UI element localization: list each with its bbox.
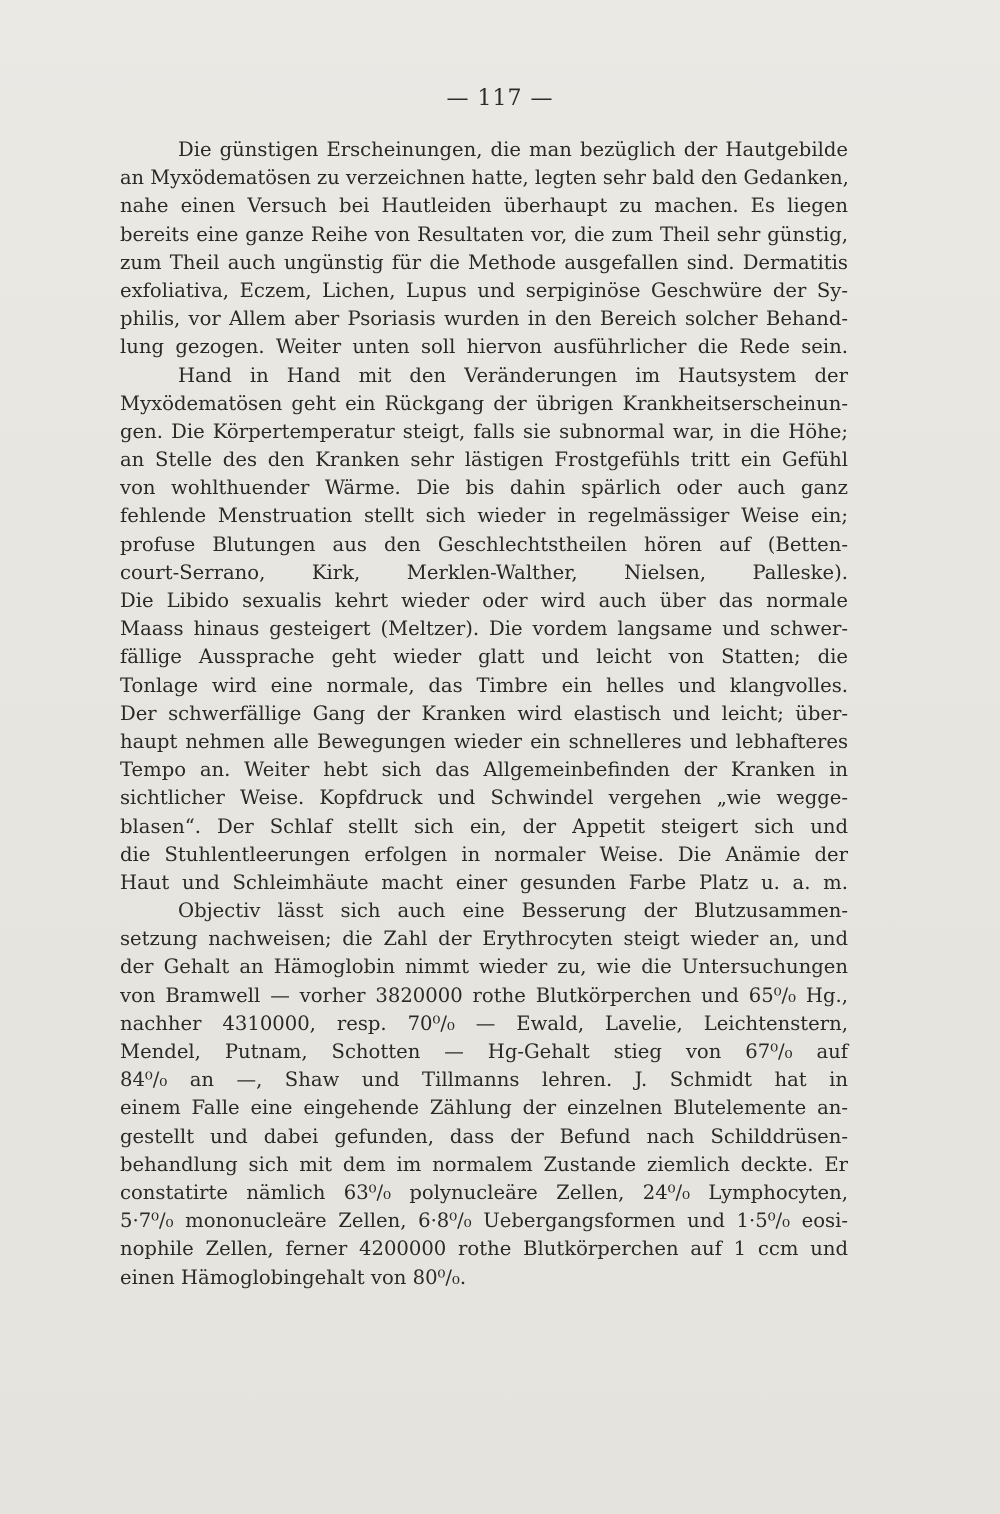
text-line: Haut und Schleimhäute macht einer gesunden Farbe Platz u. a. m. xyxy=(120,870,848,894)
text-line: der Gehalt an Hämoglobin nimmt wieder zu, wie die Untersuchungen xyxy=(120,955,848,979)
text-line: profuse Blutungen aus den Geschlechtstheilen hören auf (Betten- xyxy=(120,532,848,556)
text-line: fällige Aussprache geht wieder glatt und leicht von Statten; die xyxy=(120,645,848,669)
text-line: nachher 4310000, resp. 70⁰/₀ — Ewald, Lavelie, Leichtenstern, xyxy=(120,1011,848,1035)
text-line: constatirte nämlich 63⁰/₀ polynucleäre Zellen, 24⁰/₀ Lymphocyten, xyxy=(120,1180,848,1204)
text-line: bereits eine ganze Reihe von Resultaten vor, die zum Theil sehr günstig, xyxy=(120,222,848,246)
text-line: gen. Die Körpertemperatur steigt, falls sie subnormal war, in die Höhe; xyxy=(120,419,848,443)
text-line: Mendel, Putnam, Schotten — Hg-Gehalt stieg von 67⁰/₀ auf xyxy=(120,1040,848,1063)
text-line: nahe einen Versuch bei Hautleiden überhaupt zu machen. Es liegen xyxy=(120,194,848,218)
text-line: Die Libido sexualis kehrt wieder oder wird auch über das normale xyxy=(120,589,848,612)
text-line: von wohlthuender Wärme. Die bis dahin spärlich oder auch ganz xyxy=(120,476,848,500)
text-line: Die günstigen Erscheinungen, die man bezüglich der Hautgebilde xyxy=(178,138,848,161)
text-line: von Bramwell — vorher 3820000 rothe Blutkörperchen und 65⁰/₀ Hg., xyxy=(120,983,848,1007)
text-line: die Stuhlentleerungen erfolgen in normaler Weise. Die Anämie der xyxy=(120,842,848,866)
text-line: einen Hämoglobingehalt von 80⁰/₀. xyxy=(120,1265,467,1289)
text-line: an Stelle des den Kranken sehr lästigen Frostgefühls tritt ein Gefühl xyxy=(120,448,848,472)
text-line: Tonlage wird eine normale, das Timbre ein helles und klangvolles. xyxy=(120,673,848,697)
text-line: court-Serrano, Kirk, Merklen-Walther, Nielsen, Palleske). xyxy=(120,560,848,584)
text-line: einem Falle eine eingehende Zählung der einzelnen Blutelemente an- xyxy=(120,1096,848,1120)
text-line: Der schwerfällige Gang der Kranken wird elastisch und leicht; über- xyxy=(120,701,848,725)
text-line: philis, vor Allem aber Psoriasis wurden in den Bereich solcher Behand- xyxy=(120,307,848,331)
text-line: 84⁰/₀ an —, Shaw und Tillmanns lehren. J. Schmidt hat in xyxy=(120,1068,848,1092)
text-line: 5·7⁰/₀ mononucleäre Zellen, 6·8⁰/₀ Uebergangsformen und 1·5⁰/₀ eosi- xyxy=(120,1209,848,1233)
text-line: blasen“. Der Schlaf stellt sich ein, der Appetit steigert sich und xyxy=(120,814,848,838)
text-line: setzung nachweisen; die Zahl der Erythrocyten steigt wieder an, und xyxy=(120,927,848,951)
page-number: — 117 — xyxy=(446,86,554,111)
text-line: haupt nehmen alle Bewegungen wieder ein schnelleres und lebhafteres xyxy=(120,729,848,753)
text-line: Maass hinaus gesteigert (Meltzer). Die vordem langsame und schwer- xyxy=(120,617,848,641)
text-line: exfoliativa, Eczem, Lichen, Lupus und serpiginöse Geschwüre der Sy- xyxy=(120,278,848,302)
text-line: an Myxödematösen zu verzeichnen hatte, legten sehr bald den Gedanken, xyxy=(120,166,849,190)
text-line: Myxödematösen geht ein Rückgang der übrigen Krankheitserscheinun- xyxy=(120,391,848,415)
text-line: Tempo an. Weiter hebt sich das Allgemeinbefinden der Kranken in xyxy=(120,758,848,782)
text-line: zum Theil auch ungünstig für die Methode ausgefallen sind. Dermatitis xyxy=(120,250,848,274)
text-line: gestellt und dabei gefunden, dass der Befund nach Schilddrüsen- xyxy=(120,1124,848,1148)
text-line: sichtlicher Weise. Kopfdruck und Schwindel vergehen „wie wegge- xyxy=(120,786,848,810)
text-line: nophile Zellen, ferner 4200000 rothe Blutkörperchen auf 1 ccm und xyxy=(120,1237,848,1261)
text-line: fehlende Menstruation stellt sich wieder in regelmässiger Weise ein; xyxy=(120,504,848,528)
text-line: Hand in Hand mit den Veränderungen im Hautsystem der xyxy=(178,363,848,387)
text-line: lung gezogen. Weiter unten soll hiervon ausführlicher die Rede sein. xyxy=(120,335,848,359)
body-text xyxy=(120,136,848,1292)
text-line: behandlung sich mit dem im normalem Zustande ziemlich deckte. Er xyxy=(120,1152,848,1176)
text-line: Objectiv lässt sich auch eine Besserung der Blutzusammen- xyxy=(178,899,848,923)
